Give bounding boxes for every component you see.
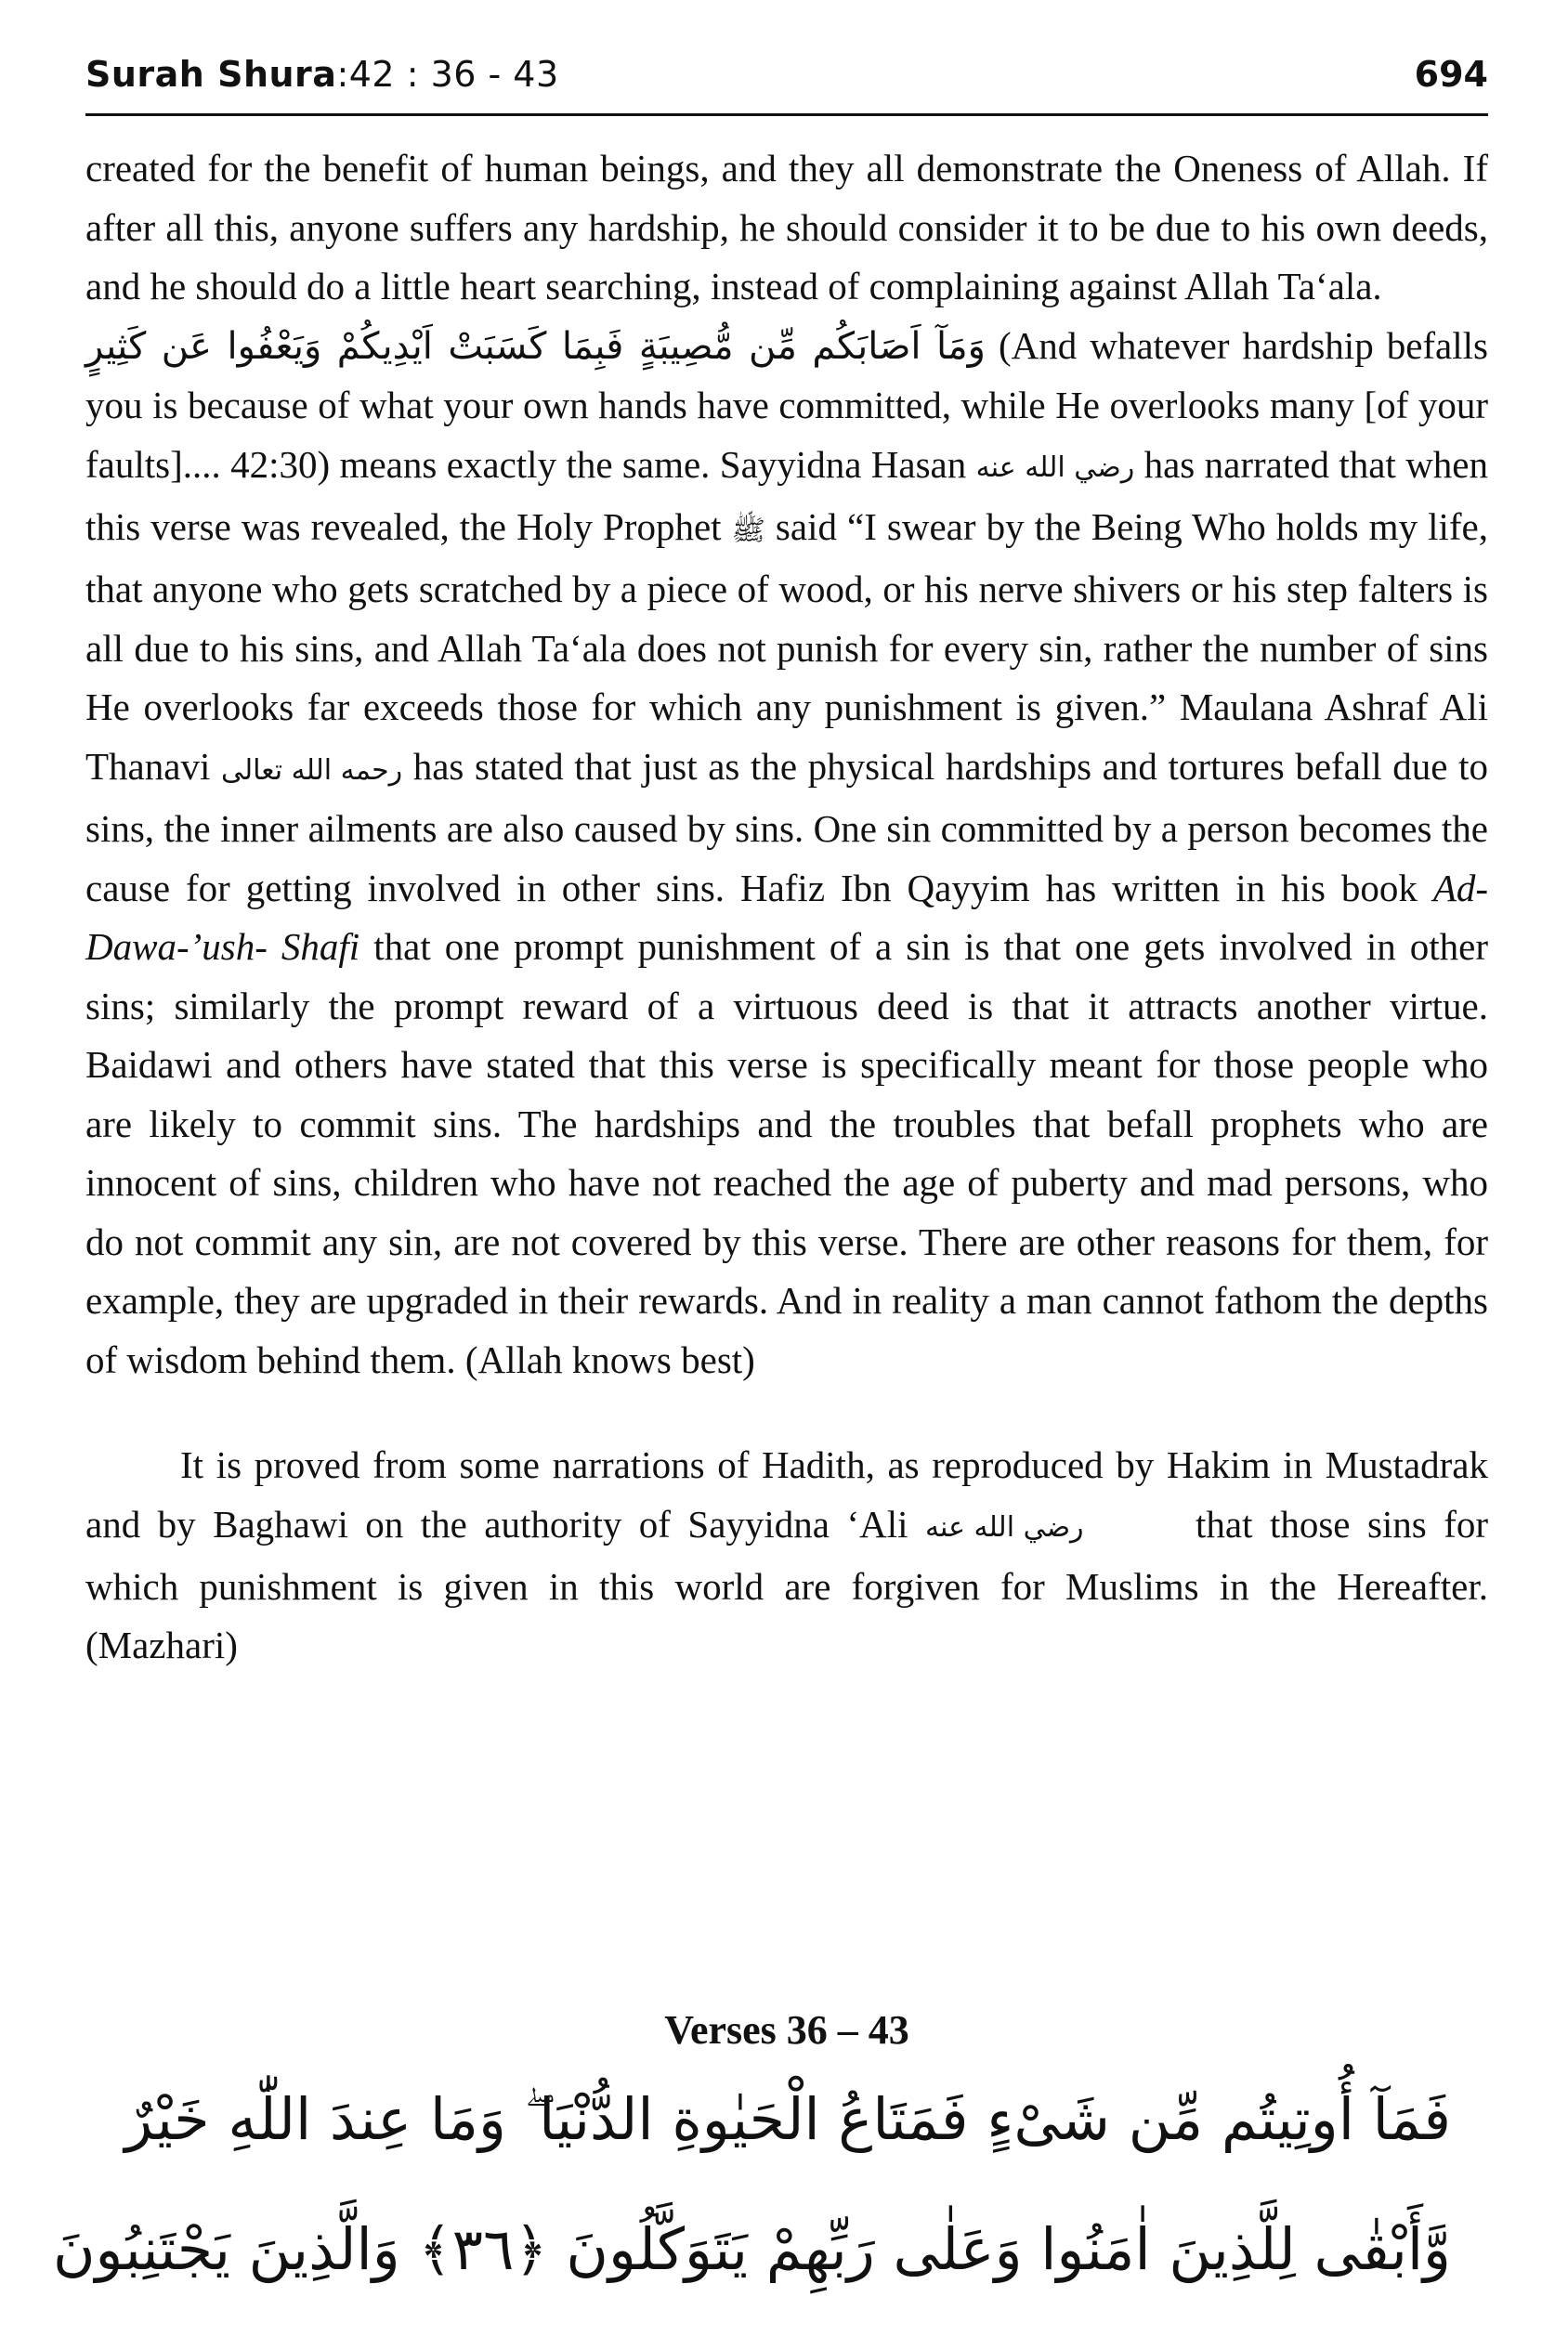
section-heading: Verses 36 – 43 — [664, 2007, 909, 2053]
paragraph-2-text-c: said “I swear by the Being Who holds my life, that anyone who gets scratched by a piece of wood, or his nerve shivers or his step falters is all due to his sins, and Allah Ta‘ala does not punish for every sin, rather the number of sins He overlooks far exceeds those for which any punishment is given.” Maulana Ashraf Ali Thanavi — [85, 504, 1489, 788]
honorific-glyph: ﷺ — [731, 514, 765, 547]
paragraph-3 — [85, 1436, 1488, 1676]
book-title: Ad-Dawa-’ush- Shafi — [85, 866, 1489, 969]
paragraph-2-text-a: (And whatever hardship befalls you is because of what your own hands have committed, while He overlooks many [of your faults].... 42:30) means exactly the same. Sayyidna Hasan — [85, 323, 1488, 486]
paragraph-2-text-d: has stated that just as the physical hardships and tortures befall due to sins, the inner ailments are also caused by sins. One sin committed by a person becomes the cause for getting involved in other sins. Hafiz Ibn Qayyim has written in his book — [85, 744, 1489, 909]
paragraph-2 — [85, 317, 1488, 1390]
page-number: 694 — [1414, 54, 1488, 95]
running-title — [85, 54, 559, 95]
verse-reference: :42 : 36 - 43 — [336, 54, 559, 95]
paragraph-3-text-a: It is proved from some narrations of Hadith, as reproduced by Hakim in Mustadrak and by Baghawi on the authority of Sayyidna ‘Ali — [85, 1443, 1488, 1546]
paragraph-3-text-b: that those sins for which punishment is given in this world are forgiven for Muslims in the Hereafter. (Mazhari) — [85, 1502, 1489, 1667]
honorific-glyph: رضي الله عنه — [924, 1511, 1084, 1545]
quran-verse-line-1: فَمَآ أُوتِيتُم مِّن شَىْءٍ فَمَتَاعُ الْحَيٰوةِ الدُّنْيَا ۖ وَمَا عِندَ اللّٰهِ خَيْرٌ — [124, 2085, 1451, 2153]
honorific-glyph: رحمه الله تعالى — [220, 753, 403, 787]
main-text — [85, 139, 1488, 1676]
paragraph-2-text-b: has narrated that when this verse was revealed, the Holy Prophet — [85, 442, 1489, 548]
honorific-glyph: رضي الله عنه — [975, 451, 1135, 485]
quran-quote-arabic: وَمَآ اَصَابَكُم مِّن مُّصِيبَةٍ فَبِمَا كَسَبَتْ اَيْدِيكُمْ وَيَعْفُوا عَن كَثِيرٍ — [85, 324, 986, 368]
surah-name: Surah Shura — [85, 54, 337, 95]
paragraph-2-text-e: that one prompt punishment of a sin is that one gets involved in other sins; similarly the prompt reward of a virtuous deed is that it attracts another virtue. Baidawi and others have stated that this verse is specifically meant for those people who are likely to commit sins. The hardships and the troubles that befall prophets who are innocent of sins, children who have not reached the age of puberty and mad persons, who do not commit any sin, are not covered by this verse. There are other reasons for them, for example, they are upgraded in their rewards. And in reality a man cannot fathom the depths of wisdom behind them. (Allah knows best) — [85, 925, 1489, 1381]
quran-verse-line-2: وَّأَبْقٰى لِلَّذِينَ اٰمَنُوا وَعَلٰى رَبِّهِمْ يَتَوَكَّلُونَ ﴿٣٦﴾ وَالَّذِينَ يَجْتَنِبُونَ — [53, 2215, 1451, 2283]
paragraph-1: created for the benefit of human beings, and they all demonstrate the Oneness of Allah. If after all this, anyone suffers any hardship, he should consider it to be due to his own deeds, and he should do a little heart searching, instead of complaining against Allah Ta‘ala. — [85, 147, 1488, 307]
document-page — [53, 0, 1489, 2336]
page-header — [85, 48, 1488, 116]
